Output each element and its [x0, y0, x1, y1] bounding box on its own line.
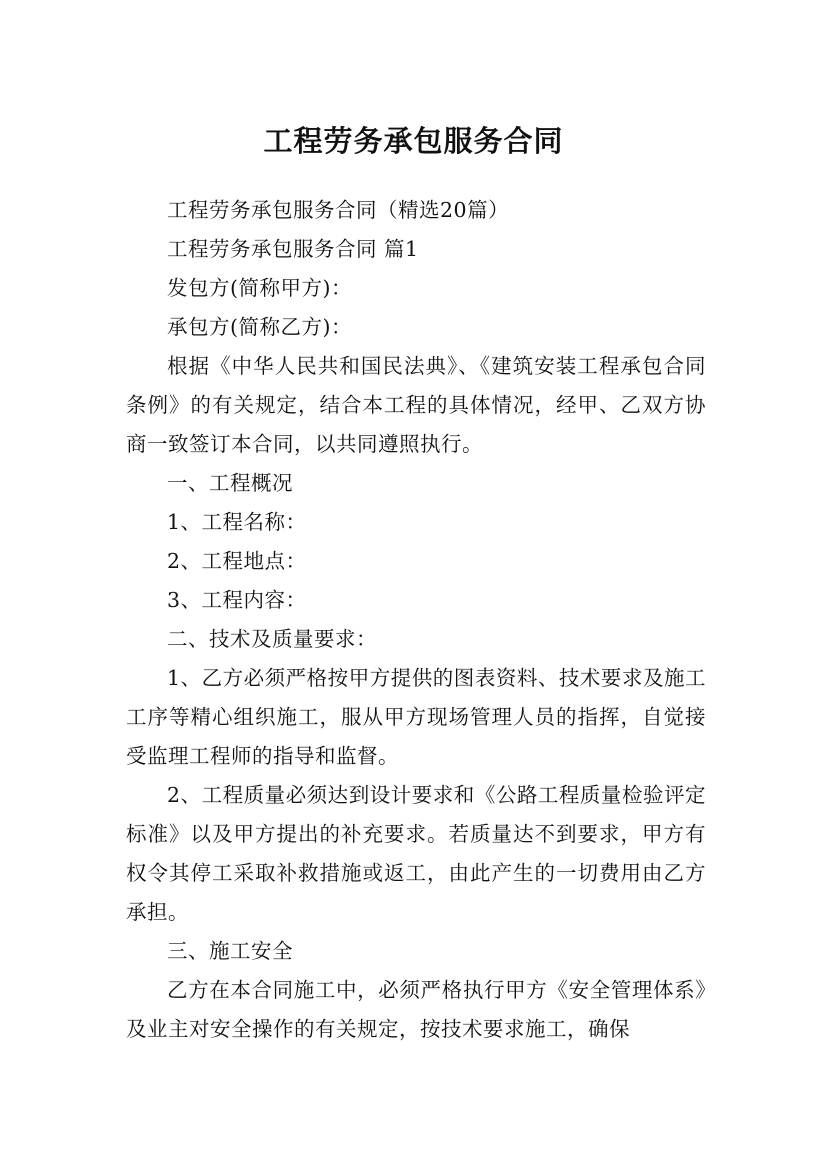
paragraph-quality-item-1: 1、乙方必须严格按甲方提供的图表资料、技术要求及施工工序等精心组织施工，服从甲方现场管理人员的指挥，自觉接受监理工程师的指导和监督。	[126, 666, 706, 768]
paragraph-safety-body: 乙方在本合同施工中，必须严格执行甲方《安全管理体系》及业主对安全操作的有关规定，按技术要求施工，确保	[126, 978, 706, 1041]
paragraph-party-a: 发包方(简称甲方)：	[167, 276, 352, 300]
paragraph-collection-title: 工程劳务承包服务合同（精选20篇）	[167, 198, 510, 222]
paragraph-quality-heading: 二、技术及质量要求：	[167, 627, 377, 651]
paragraph-project-location: 2、工程地点：	[167, 549, 307, 573]
paragraph-quality-item-2: 2、工程质量必须达到设计要求和《公路工程质量检验评定标准》以及甲方提出的补充要求。若质量达不到要求，甲方有权令其停工采取补救措施或返工，由此产生的一切费用由乙方承担。	[126, 783, 706, 924]
paragraph-legal-basis: 根据《中华人民共和国民法典》、《建筑安装工程承包合同条例》的有关规定，结合本工程的具体情况，经甲、乙双方协商一致签订本合同，以共同遵照执行。	[126, 354, 706, 456]
document-title: 工程劳务承包服务合同	[263, 124, 564, 159]
paragraph-project-name: 1、工程名称：	[167, 510, 307, 534]
paragraph-party-b: 承包方(简称乙方)：	[167, 315, 352, 339]
paragraph-project-content: 3、工程内容：	[167, 588, 307, 612]
paragraph-section-heading: 工程劳务承包服务合同 篇1	[167, 237, 419, 261]
paragraph-safety-heading: 三、施工安全	[167, 939, 293, 963]
paragraph-project-overview-heading: 一、工程概况	[167, 471, 293, 495]
document-body	[126, 191, 706, 1049]
